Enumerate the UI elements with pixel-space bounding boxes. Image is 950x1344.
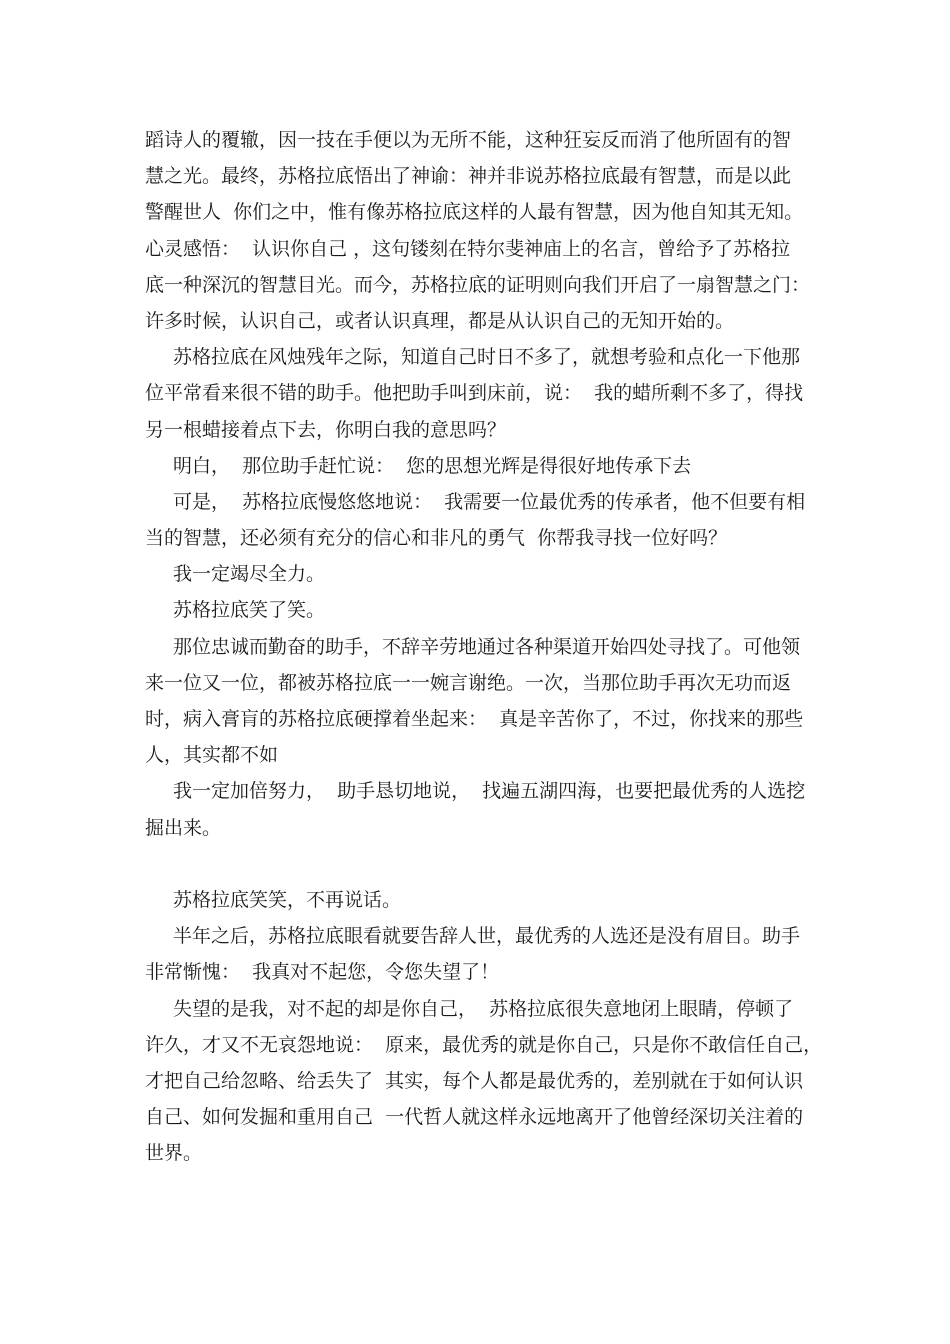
paragraph-first-line: 苏格拉底笑笑，不再说话。 <box>173 888 402 911</box>
paragraph-first-line: 失望的是我，对不起的却是你自己， 苏格拉底很失意地闭上眼睛，停顿了 <box>173 997 794 1020</box>
paragraph-line: 自己、如何发掘和重用自己 一代哲人就这样永远地离开了他曾经深切关注着的 <box>145 1106 804 1129</box>
paragraph-line: 非常惭愧： 我真对不起您，令您失望了！ <box>145 961 500 984</box>
paragraph-line: 蹈诗人的覆辙，因一技在手便以为无所不能，这种狂妄反而消了他所固有的智 <box>145 129 792 151</box>
paragraph-first-line: 半年之后，苏格拉底眼看就要告辞人世，最优秀的人选还是没有眉目。助手 <box>173 925 801 948</box>
paragraph-line: 警醒世人 你们之中，惟有像苏格拉底这样的人最有智慧，因为他自知其无知。 <box>145 201 804 224</box>
paragraph-first-line: 明白， 那位助手赶忙说： 您的思想光辉是得很好地传承下去 <box>173 454 692 477</box>
paragraph-line: 人，其实都不如 <box>145 744 279 767</box>
paragraph-line: 底一种深沉的智慧目光。而今，苏格拉底的证明则向我们开启了一扇智慧之门： <box>145 273 811 296</box>
paragraph-first-line: 苏格拉底笑了笑。 <box>173 599 326 622</box>
document-body <box>145 122 823 1171</box>
paragraph-first-line: 那位忠诚而勤奋的助手，不辞辛劳地通过各种渠道开始四处寻找了。可他领 <box>173 635 801 658</box>
paragraph-line: 心灵感悟： 认识你自己 ，这句镂刻在特尔斐神庙上的名言，曾给予了苏格拉 <box>145 237 791 260</box>
paragraph-line: 来一位又一位，都被苏格拉底一一婉言谢绝。一次，当那位助手再次无功而返 <box>145 671 792 694</box>
paragraph-line: 时，病入膏肓的苏格拉底硬撑着坐起来： 真是辛苦你了，不过，你找来的那些 <box>145 708 804 730</box>
blank-line <box>145 846 815 882</box>
paragraph-line: 当的智慧，还必须有充分的信心和非凡的勇气 你帮我寻找一位好吗？ <box>145 527 728 550</box>
paragraph-line: 许多时候，认识自己，或者认识真理，都是从认识自己的无知开始的。 <box>145 309 735 332</box>
paragraph-line: 世界。 <box>145 1142 203 1165</box>
paragraph-line: 才把自己给忽略、给丢失了 其实，每个人都是最优秀的，差别就在于如何认识 <box>145 1069 804 1092</box>
paragraph-first-line: 我一定竭尽全力。 <box>173 563 326 586</box>
paragraph-line: 另一根蜡接着点下去，你明白我的意思吗？ <box>145 418 507 441</box>
paragraph-first-line: 可是， 苏格拉底慢悠悠地说： 我需要一位最优秀的传承者，他不但要有相 <box>173 490 806 513</box>
paragraph-line: 掘出来。 <box>145 816 222 839</box>
paragraph-line: 慧之光。最终，苏格拉底悟出了神谕：神并非说苏格拉底最有智慧，而是以此 <box>145 165 792 188</box>
paragraph-first-line: 苏格拉底在风烛残年之际，知道自己时日不多了，就想考验和点化一下他那 <box>173 346 801 369</box>
paragraph-first-line: 我一定加倍努力， 助手恳切地说， 找遍五湖四海，也要把最优秀的人选挖 <box>173 780 806 803</box>
paragraph-line: 许久，才又不无哀怨地说： 原来，最优秀的就是你自己，只是你不敢信任自己， <box>145 1033 823 1056</box>
paragraph-line: 位平常看来很不错的助手。他把助手叫到床前，说： 我的蜡所剩不多了，得找 <box>145 382 804 405</box>
